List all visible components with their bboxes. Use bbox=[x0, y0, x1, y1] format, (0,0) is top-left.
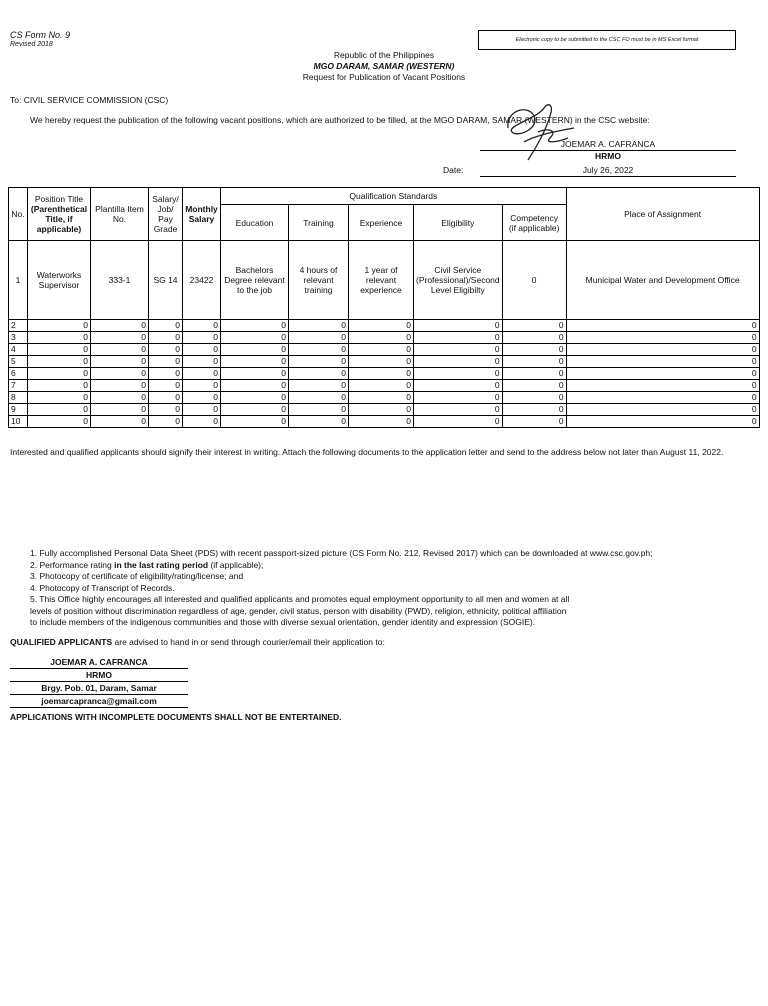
cell-education: 0 bbox=[221, 368, 289, 380]
cell-salary-grade: 0 bbox=[149, 368, 183, 380]
cell-place: 0 bbox=[566, 344, 759, 356]
header-place-of-assignment: Place of Assignment bbox=[566, 188, 759, 241]
cell-plantilla: 0 bbox=[91, 416, 149, 428]
cell-education: 0 bbox=[221, 344, 289, 356]
request-text: We hereby request the publication of the following vacant positions, which are authorized to be filled, at the MGO DARAM, SAMAR (WESTERN) in the CSC website: bbox=[30, 115, 650, 125]
table-row bbox=[9, 344, 760, 356]
header-education: Education bbox=[221, 205, 289, 241]
cell-training: 0 bbox=[289, 332, 349, 344]
form-subtitle: Request for Publication of Vacant Positions bbox=[302, 72, 466, 82]
cell-plantilla: 0 bbox=[91, 380, 149, 392]
cell-salary-grade: 0 bbox=[149, 356, 183, 368]
cell-eligibility: 0 bbox=[414, 404, 503, 416]
cell-plantilla: 0 bbox=[91, 368, 149, 380]
cell-eligibility: 0 bbox=[414, 344, 503, 356]
cell-training: 0 bbox=[289, 344, 349, 356]
table-row bbox=[9, 332, 760, 344]
header-salary-grade: Salary/ Job/ Pay Grade bbox=[149, 188, 183, 241]
cell-place: 0 bbox=[566, 380, 759, 392]
address-position: HRMO bbox=[10, 670, 188, 682]
cell-salary-grade: 0 bbox=[149, 404, 183, 416]
cell-no: 3 bbox=[9, 332, 28, 344]
cell-education: 0 bbox=[221, 392, 289, 404]
cell-position-title: 0 bbox=[28, 332, 91, 344]
cell-salary-grade: 0 bbox=[149, 320, 183, 332]
cell-plantilla: 0 bbox=[91, 392, 149, 404]
requirement-item: 2. Performance rating in the last rating period (if applicable); bbox=[30, 559, 264, 570]
cell-plantilla: 0 bbox=[91, 332, 149, 344]
cell-training: 0 bbox=[289, 368, 349, 380]
address-location: Brgy. Pob. 01, Daram, Samar bbox=[10, 683, 188, 695]
cell-experience: 0 bbox=[349, 380, 414, 392]
cell-training: 0 bbox=[289, 320, 349, 332]
cell-place: Municipal Water and Development Office bbox=[566, 241, 759, 320]
cell-monthly-salary: 0 bbox=[183, 392, 221, 404]
cell-position-title: 0 bbox=[28, 380, 91, 392]
cell-experience: 0 bbox=[349, 392, 414, 404]
cell-no: 4 bbox=[9, 344, 28, 356]
cell-no: 9 bbox=[9, 404, 28, 416]
cell-training: 0 bbox=[289, 392, 349, 404]
cell-position-title: 0 bbox=[28, 392, 91, 404]
cell-competency: 0 bbox=[502, 404, 566, 416]
table-row bbox=[9, 392, 760, 404]
cell-plantilla: 0 bbox=[91, 320, 149, 332]
cell-no: 2 bbox=[9, 320, 28, 332]
cell-no: 6 bbox=[9, 368, 28, 380]
cell-plantilla: 333-1 bbox=[91, 241, 149, 320]
requirement-item: 5. This Office highly encourages all interested and qualified applicants and promotes equal employment opportunity to all men and women at all bbox=[30, 594, 570, 604]
cell-education: 0 bbox=[221, 404, 289, 416]
cell-experience: 0 bbox=[349, 368, 414, 380]
electronic-copy-note: Electronic copy to be submitted to the CSC FO must be in MS Excel format bbox=[478, 30, 736, 50]
cell-experience: 0 bbox=[349, 356, 414, 368]
cell-training: 0 bbox=[289, 380, 349, 392]
cell-salary-grade: SG 14 bbox=[149, 241, 183, 320]
cell-position-title: 0 bbox=[28, 404, 91, 416]
cell-education: 0 bbox=[221, 380, 289, 392]
date-label: Date: bbox=[443, 165, 464, 175]
cell-monthly-salary: 0 bbox=[183, 404, 221, 416]
cell-experience: 0 bbox=[349, 416, 414, 428]
cell-monthly-salary: 0 bbox=[183, 332, 221, 344]
address-email: joemarcapranca@gmail.com bbox=[10, 696, 188, 708]
cell-monthly-salary: 0 bbox=[183, 380, 221, 392]
cell-eligibility: 0 bbox=[414, 380, 503, 392]
cell-experience: 0 bbox=[349, 320, 414, 332]
cell-plantilla: 0 bbox=[91, 404, 149, 416]
table-row bbox=[9, 241, 760, 320]
cell-position-title: 0 bbox=[28, 344, 91, 356]
cell-monthly-salary: 0 bbox=[183, 368, 221, 380]
cell-monthly-salary: 0 bbox=[183, 344, 221, 356]
cell-competency: 0 bbox=[502, 241, 566, 320]
cell-no: 1 bbox=[9, 241, 28, 320]
cell-eligibility: Civil Service (Professional)/Second Level Eligibilty bbox=[414, 241, 503, 320]
cell-experience: 0 bbox=[349, 332, 414, 344]
cell-education: 0 bbox=[221, 416, 289, 428]
cell-experience: 1 year of relevant experience bbox=[349, 241, 414, 320]
form-number: CS Form No. 9 bbox=[10, 30, 71, 40]
header-experience: Experience bbox=[349, 205, 414, 241]
cell-place: 0 bbox=[566, 392, 759, 404]
cell-competency: 0 bbox=[502, 344, 566, 356]
cell-education: 0 bbox=[221, 332, 289, 344]
application-instruction: Interested and qualified applicants should signify their interest in writing. Attach the following documents to the application letter and send to the address below not later than August 11, 2022. bbox=[10, 447, 724, 457]
cell-position-title: Waterworks Supervisor bbox=[28, 241, 91, 320]
cell-no: 7 bbox=[9, 380, 28, 392]
signatory-position: HRMO bbox=[595, 151, 621, 161]
cell-competency: 0 bbox=[502, 320, 566, 332]
vacant-positions-table bbox=[8, 187, 760, 428]
header-monthly-salary: Monthly Salary bbox=[183, 188, 221, 241]
signatory-name: JOEMAR A. CAFRANCA bbox=[480, 139, 736, 151]
header-plantilla: Plantilla Item No. bbox=[91, 188, 149, 241]
cell-experience: 0 bbox=[349, 344, 414, 356]
cell-place: 0 bbox=[566, 368, 759, 380]
cell-eligibility: 0 bbox=[414, 416, 503, 428]
requirement-item: levels of position without discrimination regardless of age, gender, civil status, person with disability (PWD), religion, ethnicity, political affiliation bbox=[30, 605, 567, 616]
cell-no: 8 bbox=[9, 392, 28, 404]
cell-plantilla: 0 bbox=[91, 344, 149, 356]
date-value: July 26, 2022 bbox=[480, 165, 736, 177]
form-revision: Revised 2018 bbox=[10, 41, 53, 48]
cell-eligibility: 0 bbox=[414, 368, 503, 380]
header-qualification-standards: Qualification Standards bbox=[221, 188, 567, 205]
cell-position-title: 0 bbox=[28, 368, 91, 380]
cell-competency: 0 bbox=[502, 416, 566, 428]
header-position-title: Position Title (Parenthetical Title, if applicable) bbox=[28, 188, 91, 241]
cell-salary-grade: 0 bbox=[149, 344, 183, 356]
cell-eligibility: 0 bbox=[414, 332, 503, 344]
cell-position-title: 0 bbox=[28, 356, 91, 368]
cell-no: 5 bbox=[9, 356, 28, 368]
header-competency: Competency (if applicable) bbox=[502, 205, 566, 241]
requirements-list bbox=[30, 548, 730, 629]
cell-eligibility: 0 bbox=[414, 392, 503, 404]
header-no: No. bbox=[9, 188, 28, 241]
cell-experience: 0 bbox=[349, 404, 414, 416]
table-row bbox=[9, 320, 760, 332]
cell-salary-grade: 0 bbox=[149, 332, 183, 344]
cell-position-title: 0 bbox=[28, 320, 91, 332]
cell-place: 0 bbox=[566, 404, 759, 416]
requirement-item: 1. Fully accomplished Personal Data Sheet (PDS) with recent passport-sized picture (CS Form No. 212, Revised 2017) which can be downloaded at www.csc.gov.ph; bbox=[30, 548, 653, 558]
cell-competency: 0 bbox=[502, 380, 566, 392]
cell-training: 0 bbox=[289, 416, 349, 428]
cell-salary-grade: 0 bbox=[149, 416, 183, 428]
cell-position-title: 0 bbox=[28, 416, 91, 428]
table-row bbox=[9, 356, 760, 368]
cell-place: 0 bbox=[566, 356, 759, 368]
cell-monthly-salary: 0 bbox=[183, 320, 221, 332]
cell-education: 0 bbox=[221, 356, 289, 368]
cell-monthly-salary: 0 bbox=[183, 416, 221, 428]
table-row bbox=[9, 368, 760, 380]
qualified-applicants-note: QUALIFIED APPLICANTS are advised to hand in or send through courier/email their application to: bbox=[10, 637, 385, 647]
cell-competency: 0 bbox=[502, 368, 566, 380]
address-block bbox=[10, 657, 188, 709]
requirement-item: to include members of the indigenous communities and those with diverse sexual orientation, gender identity and expression (SOGIE). bbox=[30, 617, 536, 627]
header-eligibility: Eligibility bbox=[414, 205, 503, 241]
requirement-item: 4. Photocopy of Transcript of Records. bbox=[30, 582, 175, 593]
cell-place: 0 bbox=[566, 332, 759, 344]
cell-salary-grade: 0 bbox=[149, 392, 183, 404]
cell-training: 4 hours of relevant training bbox=[289, 241, 349, 320]
table-row bbox=[9, 416, 760, 428]
requirement-item: 3. Photocopy of certificate of eligibility/rating/license; and bbox=[30, 571, 244, 581]
incomplete-warning: APPLICATIONS WITH INCOMPLETE DOCUMENTS SHALL NOT BE ENTERTAINED. bbox=[10, 712, 342, 722]
address-name: JOEMAR A. CAFRANCA bbox=[10, 657, 188, 669]
table-row bbox=[9, 380, 760, 392]
cell-training: 0 bbox=[289, 404, 349, 416]
cell-competency: 0 bbox=[502, 332, 566, 344]
cell-place: 0 bbox=[566, 320, 759, 332]
agency-name: MGO DARAM, SAMAR (WESTERN) bbox=[313, 61, 455, 71]
cell-education: Bachelors Degree relevant to the job bbox=[221, 241, 289, 320]
cell-competency: 0 bbox=[502, 356, 566, 368]
cell-training: 0 bbox=[289, 356, 349, 368]
addressee-line: To: CIVIL SERVICE COMMISSION (CSC) bbox=[10, 95, 169, 105]
cell-competency: 0 bbox=[502, 392, 566, 404]
header-training: Training bbox=[289, 205, 349, 241]
cell-salary-grade: 0 bbox=[149, 380, 183, 392]
table-row bbox=[9, 404, 760, 416]
republic-line: Republic of the Philippines bbox=[333, 50, 435, 60]
cell-monthly-salary: 0 bbox=[183, 356, 221, 368]
cell-education: 0 bbox=[221, 320, 289, 332]
cell-place: 0 bbox=[566, 416, 759, 428]
cell-eligibility: 0 bbox=[414, 320, 503, 332]
cell-plantilla: 0 bbox=[91, 356, 149, 368]
cell-monthly-salary: 23422 bbox=[183, 241, 221, 320]
cell-no: 10 bbox=[9, 416, 28, 428]
cell-eligibility: 0 bbox=[414, 356, 503, 368]
